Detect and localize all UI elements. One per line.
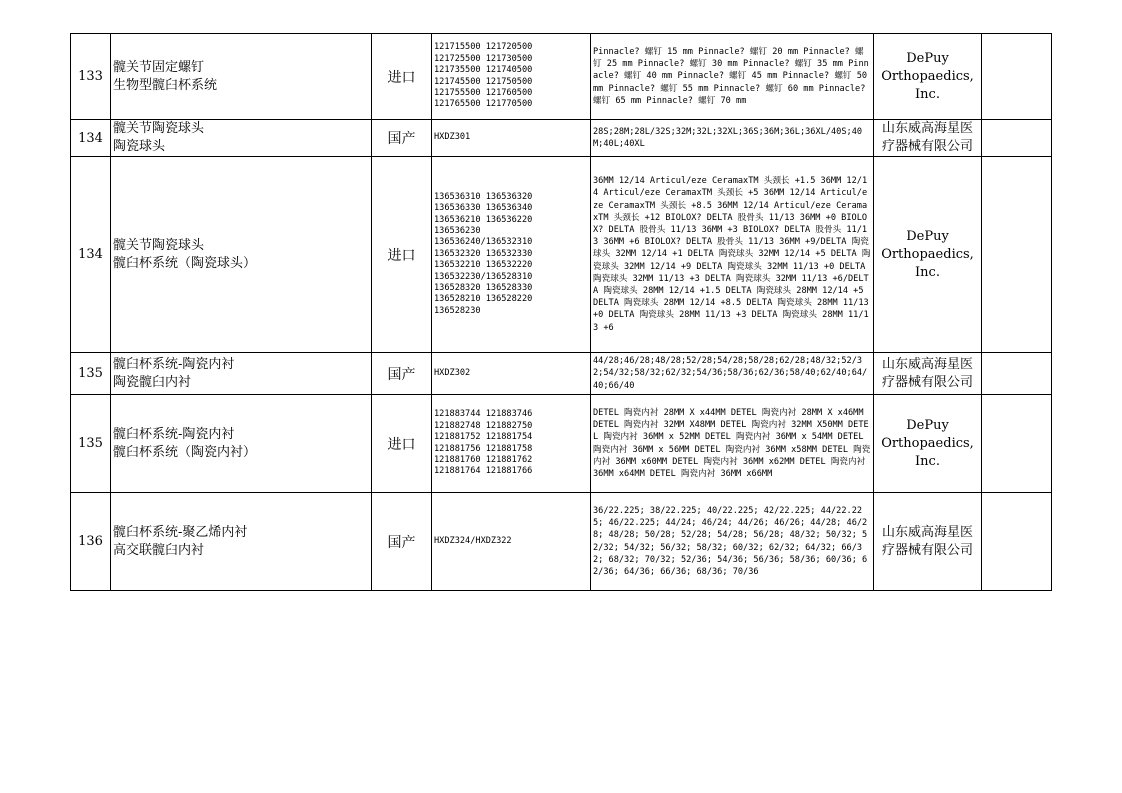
product-name (111, 353, 372, 395)
row-number: 135 (71, 353, 111, 395)
row-number: 133 (71, 34, 111, 120)
model-numbers (432, 353, 591, 395)
empty-cell (982, 353, 1052, 395)
manufacturer-line: Inc. (915, 86, 940, 102)
manufacturer-line: 疗器械有限公司 (881, 374, 973, 390)
model-line: 121883744 121883746 (434, 409, 533, 420)
manufacturer-line: 山东威高海星医 (881, 121, 973, 136)
empty-cell (982, 395, 1052, 493)
empty-cell (982, 34, 1052, 120)
table-row (71, 493, 1052, 591)
model-line: 136528210 136528220 (434, 294, 533, 305)
product-name-line: 髋关节陶瓷球头 (113, 237, 205, 253)
manufacturer-line: 山东威高海星医 (881, 356, 973, 372)
origin-cell: 进口 (372, 34, 432, 120)
model-line: 121725500 121730500 (434, 53, 533, 64)
origin-cell: 进口 (372, 157, 432, 353)
product-name-line: 生物型髋臼杯系统 (113, 77, 218, 93)
specification-text: 36MM 12/14 Articul/eze CeramaxTM 头颈长 +1.5 36MM 12/14 Articul/eze CeramaxTM 头颈长 +5 36MM 12/14 Articul/eze CeramaxTM 头颈长 +8.5 36MM 12/14 Articul/eze CeramaxTM 头颈长 +12 BIOLOX? DELTA 股骨头 11/13 36MM +0 BIOLOX? DELTA 股骨头 11/13 36MM +3 BIOLOX? DELTA 股骨头 11/13 36MM +6 BIOLOX? DELTA 股骨头 11/13 36MM +9/DELTA 陶瓷球头 32MM 12/14 +1 DELTA 陶瓷球头 32MM 12/14 +5 DELTA 陶瓷球头 32MM 12/14 +9 DELTA 陶瓷球头 32MM 11/13 +0 DELTA 陶瓷球头 32MM 11/13 +3 DELTA 陶瓷球头 32MM 11/13 +6/DELTA 陶瓷球头 28MM 12/14 +1.5 DELTA 陶瓷球头 28MM 12/14 +5 DELTA 陶瓷球头 28MM 12/14 +8.5 DELTA 陶瓷球头 28MM 11/13 +0 DELTA 陶瓷球头 28MM 11/13 +3 DELTA 陶瓷球头 28MM 11/13 +6 (591, 157, 874, 353)
specification-text: 28S;28M;28L/32S;32M;32L;32XL;36S;36M;36L;36XL/40S;40M;40L;40XL (591, 120, 874, 157)
product-name (111, 493, 372, 591)
manufacturer (874, 353, 982, 395)
row-number: 135 (71, 395, 111, 493)
model-line: 136532320 136532330 (434, 248, 533, 259)
manufacturer-line: 山东威高海星医 (881, 524, 973, 540)
manufacturer-line: Orthopaedics, (881, 435, 974, 451)
model-line: 121745500 121750500 (434, 76, 533, 87)
origin-cell: 进口 (372, 395, 432, 493)
model-numbers (432, 34, 591, 120)
model-line: 136536330 136536340 (434, 203, 533, 214)
manufacturer-line: Orthopaedics, (881, 246, 974, 262)
product-name (111, 157, 372, 353)
product-name-line: 陶瓷球头 (113, 139, 166, 154)
product-name-line: 陶瓷髋臼内衬 (113, 374, 192, 390)
model-line: 121715500 121720500 (434, 42, 533, 53)
row-number: 134 (71, 157, 111, 353)
manufacturer-line: 疗器械有限公司 (881, 542, 973, 558)
manufacturer (874, 157, 982, 353)
product-name (111, 395, 372, 493)
manufacturer (874, 493, 982, 591)
manufacturer-line: DePuy (906, 50, 949, 66)
model-line: 136536310 136536320 (434, 191, 533, 202)
row-number: 136 (71, 493, 111, 591)
specification-text: 44/28;46/28;48/28;52/28;54/28;58/28;62/28;48/32;52/32;54/32;58/32;62/32;54/36;58/36;62/36;58/40;62/40;64/40;66/40 (591, 353, 874, 395)
model-line: 121881752 121881754 (434, 432, 533, 443)
product-name-line: 髋臼杯系统（陶瓷内衬） (113, 444, 257, 460)
model-line: 121881760 121881762 (434, 454, 533, 465)
model-numbers (432, 157, 591, 353)
product-name-line: 髋臼杯系统-陶瓷内衬 (113, 356, 235, 372)
model-line: 121765500 121770500 (434, 99, 533, 110)
empty-cell (982, 157, 1052, 353)
model-line: 136536230 (434, 225, 481, 236)
manufacturer-line: Inc. (915, 453, 940, 469)
model-numbers (432, 120, 591, 157)
model-line: 121755500 121760500 (434, 87, 533, 98)
manufacturer (874, 34, 982, 120)
model-line: 136528320 136528330 (434, 283, 533, 294)
table-row (71, 353, 1052, 395)
model-line: 136532230/136528310 (434, 271, 533, 282)
table-row (71, 34, 1052, 120)
product-name-line: 髋臼杯系统-陶瓷内衬 (113, 426, 235, 442)
model-numbers (432, 395, 591, 493)
manufacturer (874, 120, 982, 157)
model-line: HXDZ324/HXDZ322 (434, 535, 512, 546)
model-line: 121881756 121881758 (434, 443, 533, 454)
model-line: 121881764 121881766 (434, 466, 533, 477)
table-row (71, 395, 1052, 493)
manufacturer (874, 395, 982, 493)
model-numbers (432, 493, 591, 591)
model-line: 136532210 136532220 (434, 260, 533, 271)
origin-cell: 国产 (372, 493, 432, 591)
product-name-line: 髋臼杯系统-聚乙烯内衬 (113, 524, 248, 540)
model-line: 136528230 (434, 305, 481, 316)
table-row (71, 120, 1052, 157)
product-name-line: 髋关节固定螺钉 (113, 59, 205, 75)
model-line: HXDZ302 (434, 367, 471, 378)
manufacturer-line: Inc. (915, 264, 940, 280)
empty-cell (982, 120, 1052, 157)
product-catalog-table (70, 33, 1052, 591)
table-row (71, 157, 1052, 353)
specification-text: DETEL 陶瓷内衬 28MM X x44MM DETEL 陶瓷内衬 28MM X x46MM DETEL 陶瓷内衬 32MM X48MM DETEL 陶瓷内衬 32MM X50MM DETEL 陶瓷内衬 36MM x 52MM DETEL 陶瓷内衬 36MM x 54MM DETEL 陶瓷内衬 36MM x 56MM DETEL 陶瓷内衬 36MM x58MM DETEL 陶瓷内衬 36MM x60MM DETEL 陶瓷内衬 36MM x62MM DETEL 陶瓷内衬 36MM x64MM DETEL 陶瓷内衬 36MM x66MM (591, 395, 874, 493)
product-name (111, 34, 372, 120)
model-line: 136536240/136532310 (434, 237, 533, 248)
manufacturer-line: 疗器械有限公司 (881, 139, 973, 154)
origin-cell: 国产 (372, 120, 432, 157)
specification-text: 36/22.225; 38/22.225; 40/22.225; 42/22.225; 44/22.225; 46/22.225; 44/24; 46/24; 44/26; 46/26; 44/28; 46/28; 48/28; 50/28; 52/28; 54/28; 56/28; 48/32; 50/32; 52/32; 54/32; 56/32; 58/32; 60/32; 62/32; 64/32; 66/32; 68/32; 70/32; 52/36; 54/36; 56/36; 58/36; 60/36; 62/36; 64/36; 66/36; 68/36; 70/36 (591, 493, 874, 591)
manufacturer-line: DePuy (906, 417, 949, 433)
empty-cell (982, 493, 1052, 591)
model-line: 121735500 121740500 (434, 65, 533, 76)
row-number: 134 (71, 120, 111, 157)
model-line: 121882748 121882750 (434, 420, 533, 431)
specification-text: Pinnacle? 螺钉 15 mm Pinnacle? 螺钉 20 mm Pinnacle? 螺钉 25 mm Pinnacle? 螺钉 30 mm Pinnacle? 螺钉 35 mm Pinnacle? 螺钉 40 mm Pinnacle? 螺钉 45 mm Pinnacle? 螺钉 50 mm Pinnacle? 螺钉 55 mm Pinnacle? 螺钉 60 mm Pinnacle? 螺钉 65 mm Pinnacle? 螺钉 70 mm (591, 34, 874, 120)
product-name (111, 120, 372, 157)
product-name-line: 髋臼杯系统（陶瓷球头） (113, 255, 257, 271)
product-name-line: 髋关节陶瓷球头 (113, 121, 205, 136)
product-name-line: 高交联髋臼内衬 (113, 542, 205, 558)
model-line: 136536210 136536220 (434, 214, 533, 225)
origin-cell: 国产 (372, 353, 432, 395)
model-line: HXDZ301 (434, 132, 471, 143)
manufacturer-line: DePuy (906, 228, 949, 244)
manufacturer-line: Orthopaedics, (881, 68, 974, 84)
